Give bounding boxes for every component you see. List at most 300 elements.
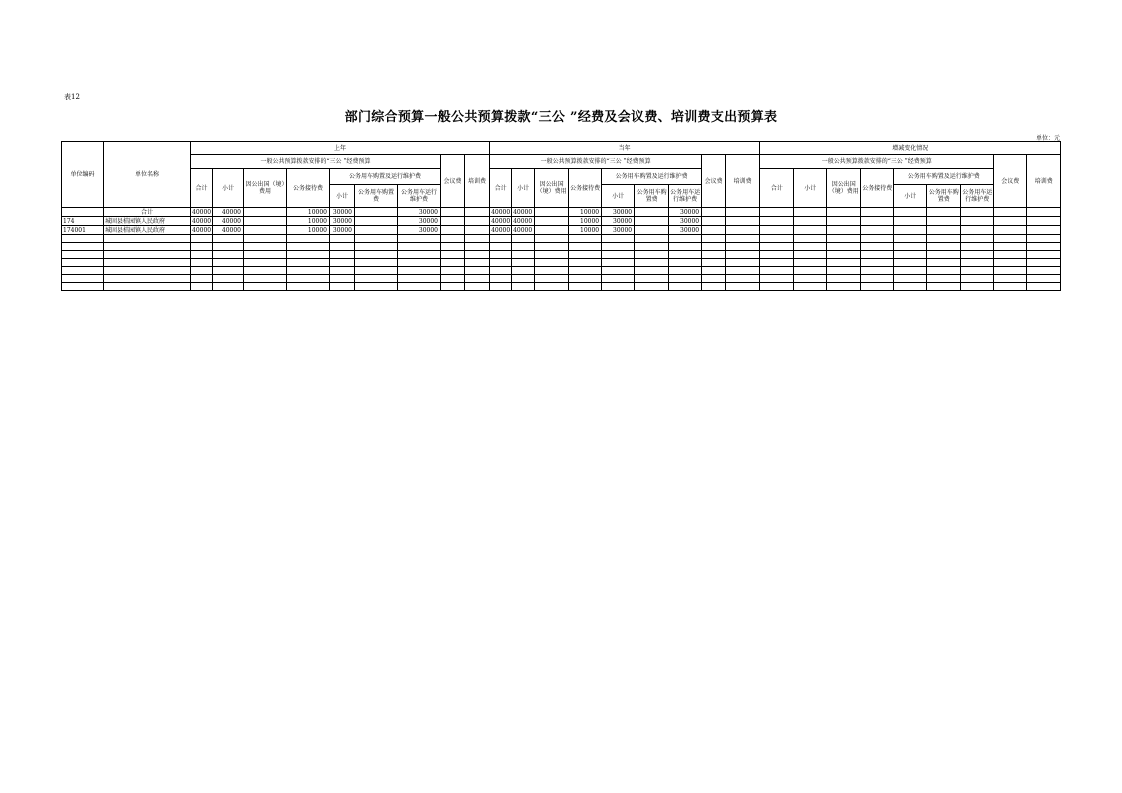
empty-cell (602, 275, 635, 283)
empty-cell (1027, 243, 1061, 251)
cell-diff-5 (927, 226, 961, 235)
empty-cell (726, 251, 760, 259)
header-meeting-curr: 会议费 (702, 155, 726, 208)
empty-cell (927, 283, 961, 291)
empty-cell (62, 267, 104, 275)
empty-cell (191, 251, 213, 259)
empty-cell (441, 267, 465, 275)
header-subtotal-prev: 小计 (213, 169, 244, 208)
empty-cell (535, 283, 569, 291)
cell-curr-0: 40000 (491, 217, 511, 225)
cell-curr-3: 10000 (569, 217, 602, 226)
cell-curr-2 (535, 226, 569, 235)
empty-row (62, 275, 1061, 283)
empty-cell (569, 259, 602, 267)
header-subtotal-diff: 小计 (794, 169, 827, 208)
empty-cell (441, 275, 465, 283)
empty-cell (512, 267, 535, 275)
cell-prev-6: 30000 (398, 208, 441, 217)
empty-cell (355, 259, 398, 267)
cell-prev-6: 30000 (398, 226, 441, 235)
header-vehicle-purchase-prev: 公务用车购置费 (355, 185, 398, 208)
empty-cell (894, 259, 927, 267)
header-vehicle-maintain-diff: 公务用车运行维护费 (961, 185, 994, 208)
empty-cell (512, 275, 535, 283)
empty-cell (104, 267, 191, 275)
empty-cell (244, 267, 287, 275)
empty-cell (213, 283, 244, 291)
cell-prev-7 (441, 226, 465, 235)
empty-cell (760, 267, 794, 275)
empty-cell (569, 283, 602, 291)
empty-cell (760, 243, 794, 251)
cell-diff-8 (1027, 217, 1061, 226)
header-total-curr: 合计 (490, 169, 512, 208)
empty-cell (702, 235, 726, 243)
empty-cell (104, 283, 191, 291)
empty-cell (1027, 275, 1061, 283)
cell-diff-0 (760, 208, 794, 217)
empty-cell (330, 251, 355, 259)
cell-prev-1: 40000 (213, 208, 244, 217)
cell-prev-8 (465, 217, 490, 226)
empty-cell (702, 275, 726, 283)
empty-cell (861, 267, 894, 275)
cell-prev-0: 40000 (192, 217, 212, 225)
empty-cell (355, 235, 398, 243)
cell-diff-6 (961, 208, 994, 217)
cell-prev-4: 30000 (330, 208, 355, 217)
empty-cell (726, 283, 760, 291)
empty-cell (398, 275, 441, 283)
empty-cell (244, 243, 287, 251)
empty-cell (287, 251, 330, 259)
empty-cell (894, 251, 927, 259)
empty-cell (894, 243, 927, 251)
empty-cell (669, 275, 702, 283)
empty-row (62, 235, 1061, 243)
cell-curr-5 (635, 226, 669, 235)
empty-cell (62, 243, 104, 251)
empty-cell (287, 283, 330, 291)
empty-cell (569, 235, 602, 243)
empty-cell (994, 283, 1027, 291)
cell-diff-0 (760, 217, 794, 226)
empty-cell (702, 243, 726, 251)
empty-cell (398, 283, 441, 291)
empty-cell (994, 235, 1027, 243)
empty-cell (961, 267, 994, 275)
cell-diff-6 (961, 226, 994, 235)
cell-prev-0: 40000 (192, 226, 212, 234)
header-meeting-prev: 会议费 (441, 155, 465, 208)
budget-table (61, 141, 1061, 291)
empty-cell (213, 235, 244, 243)
header-group-diff: 增减变化情况 (760, 142, 1061, 155)
empty-cell (287, 235, 330, 243)
empty-cell (191, 275, 213, 283)
header-training-prev: 培训费 (465, 155, 490, 208)
table-row (62, 217, 1061, 226)
cell-prev-3: 10000 (287, 217, 330, 226)
empty-cell (62, 235, 104, 243)
empty-cell (702, 267, 726, 275)
header-reception-diff: 公务接待费 (861, 169, 894, 208)
empty-cell (927, 243, 961, 251)
empty-cell (62, 251, 104, 259)
cell-diff-2 (827, 217, 861, 226)
empty-cell (62, 283, 104, 291)
empty-cell (927, 235, 961, 243)
cell-unit-code: 174001 (62, 226, 104, 235)
unit-label: 单位：元 (1035, 135, 1060, 142)
empty-cell (894, 275, 927, 283)
empty-cell (244, 259, 287, 267)
empty-cell (961, 259, 994, 267)
empty-cell (635, 267, 669, 275)
empty-cell (760, 275, 794, 283)
empty-cell (569, 267, 602, 275)
empty-cell (994, 275, 1027, 283)
cell-prev-2 (244, 208, 287, 217)
empty-cell (569, 243, 602, 251)
empty-cell (512, 259, 535, 267)
empty-cell (355, 275, 398, 283)
cell-diff-1 (794, 217, 827, 226)
empty-cell (726, 267, 760, 275)
empty-cell (330, 267, 355, 275)
header-abroad-diff: 因公出国（境）费用 (827, 169, 861, 208)
cell-prev-1: 40000 (213, 226, 244, 235)
empty-cell (927, 275, 961, 283)
header-sangong-prev: 一般公共预算拨款安排的“三公 ”经费预算 (191, 155, 441, 169)
empty-cell (62, 259, 104, 267)
header-training-diff: 培训费 (1027, 155, 1061, 208)
empty-cell (861, 235, 894, 243)
empty-cell (490, 283, 512, 291)
header-total-prev: 合计 (191, 169, 213, 208)
empty-row (62, 243, 1061, 251)
empty-cell (441, 235, 465, 243)
empty-cell (602, 267, 635, 275)
cell-curr-6: 30000 (669, 208, 702, 217)
cell-curr-2 (535, 217, 569, 226)
header-unit-name: 单位名称 (104, 142, 191, 208)
empty-cell (104, 243, 191, 251)
empty-cell (244, 235, 287, 243)
cell-curr-7 (702, 226, 726, 235)
empty-cell (635, 259, 669, 267)
empty-cell (104, 259, 191, 267)
empty-cell (602, 251, 635, 259)
empty-cell (994, 251, 1027, 259)
cell-curr-6: 30000 (669, 226, 702, 235)
empty-cell (794, 243, 827, 251)
cell-curr-3: 10000 (569, 226, 602, 235)
cell-unit-name: 合计 (104, 208, 191, 217)
empty-cell (794, 267, 827, 275)
empty-cell (213, 251, 244, 259)
cell-diff-4 (894, 217, 927, 226)
empty-cell (535, 251, 569, 259)
empty-cell (104, 275, 191, 283)
cell-prev-4: 30000 (330, 217, 355, 226)
empty-cell (465, 243, 490, 251)
empty-cell (961, 251, 994, 259)
empty-cell (62, 275, 104, 283)
empty-cell (535, 267, 569, 275)
empty-cell (827, 251, 861, 259)
empty-cell (669, 283, 702, 291)
header-vehicle-subtotal-prev: 小计 (330, 185, 355, 208)
empty-cell (1027, 251, 1061, 259)
cell-curr-1: 40000 (512, 217, 535, 226)
empty-cell (669, 243, 702, 251)
cell-unit-name: 城固县桔园镇人民政府 (104, 217, 191, 226)
cell-prev-1: 40000 (213, 217, 244, 226)
empty-cell (213, 267, 244, 275)
empty-cell (726, 235, 760, 243)
empty-cell (927, 251, 961, 259)
empty-row (62, 259, 1061, 267)
cell-diff-4 (894, 208, 927, 217)
cell-diff-3 (861, 208, 894, 217)
empty-cell (398, 235, 441, 243)
empty-cell (726, 259, 760, 267)
empty-cell (244, 251, 287, 259)
empty-cell (244, 275, 287, 283)
cell-prev-7 (441, 217, 465, 226)
header-vehicle-maintain-prev: 公务用车运行维护费 (398, 185, 441, 208)
empty-cell (465, 259, 490, 267)
sheet-label: 表12 (64, 93, 80, 101)
empty-cell (330, 235, 355, 243)
cell-prev-5 (355, 208, 398, 217)
cell-prev-8 (465, 226, 490, 235)
empty-cell (330, 275, 355, 283)
cell-curr-7 (702, 217, 726, 226)
header-reception-prev: 公务接待费 (287, 169, 330, 208)
empty-cell (927, 267, 961, 275)
cell-prev-0: 40000 (192, 208, 212, 216)
empty-cell (894, 267, 927, 275)
empty-row (62, 251, 1061, 259)
cell-prev-5 (355, 226, 398, 235)
empty-cell (1027, 283, 1061, 291)
empty-cell (794, 251, 827, 259)
empty-cell (760, 251, 794, 259)
cell-curr-6: 30000 (669, 217, 702, 226)
empty-cell (927, 259, 961, 267)
cell-diff-7 (994, 226, 1027, 235)
cell-diff-2 (827, 208, 861, 217)
header-vehicle-purchase-diff: 公务用车购置费 (927, 185, 961, 208)
empty-cell (191, 243, 213, 251)
empty-cell (191, 235, 213, 243)
empty-cell (191, 267, 213, 275)
cell-diff-5 (927, 217, 961, 226)
empty-cell (104, 251, 191, 259)
header-vehicle-prev: 公务用车购置及运行维护费 (330, 169, 441, 185)
empty-cell (635, 283, 669, 291)
cell-prev-3: 10000 (287, 208, 330, 217)
empty-cell (355, 283, 398, 291)
cell-diff-0 (760, 226, 794, 235)
empty-cell (398, 251, 441, 259)
empty-cell (669, 235, 702, 243)
empty-cell (512, 283, 535, 291)
empty-cell (465, 275, 490, 283)
cell-diff-1 (794, 226, 827, 235)
empty-cell (191, 259, 213, 267)
empty-cell (669, 259, 702, 267)
header-subtotal-curr: 小计 (512, 169, 535, 208)
empty-cell (602, 259, 635, 267)
cell-diff-3 (861, 226, 894, 235)
empty-cell (330, 243, 355, 251)
empty-cell (287, 275, 330, 283)
empty-cell (213, 243, 244, 251)
empty-cell (794, 283, 827, 291)
empty-cell (441, 251, 465, 259)
cell-diff-2 (827, 226, 861, 235)
header-abroad-curr: 因公出国（境）费用 (535, 169, 569, 208)
empty-row (62, 283, 1061, 291)
empty-cell (355, 243, 398, 251)
empty-cell (569, 251, 602, 259)
cell-curr-4: 30000 (602, 217, 635, 226)
empty-cell (441, 259, 465, 267)
header-vehicle-curr: 公务用车购置及运行维护费 (602, 169, 702, 185)
empty-cell (287, 267, 330, 275)
empty-cell (861, 275, 894, 283)
header-unit-code: 单位编码 (62, 142, 104, 208)
cell-diff-5 (927, 208, 961, 217)
cell-prev-3: 10000 (287, 226, 330, 235)
cell-unit-code: 174 (62, 217, 104, 226)
cell-prev-2 (244, 226, 287, 235)
cell-curr-3: 10000 (569, 208, 602, 217)
empty-cell (355, 267, 398, 275)
empty-cell (465, 235, 490, 243)
empty-cell (994, 267, 1027, 275)
empty-cell (535, 235, 569, 243)
empty-cell (441, 243, 465, 251)
empty-cell (490, 267, 512, 275)
empty-cell (398, 267, 441, 275)
header-vehicle-subtotal-curr: 小计 (602, 185, 635, 208)
empty-cell (861, 283, 894, 291)
empty-cell (465, 251, 490, 259)
empty-cell (961, 283, 994, 291)
empty-cell (213, 259, 244, 267)
header-meeting-diff: 会议费 (994, 155, 1027, 208)
empty-cell (512, 235, 535, 243)
empty-cell (760, 283, 794, 291)
empty-cell (104, 235, 191, 243)
cell-diff-6 (961, 217, 994, 226)
empty-cell (861, 251, 894, 259)
empty-cell (827, 259, 861, 267)
empty-cell (635, 243, 669, 251)
empty-cell (669, 267, 702, 275)
empty-cell (398, 243, 441, 251)
cell-curr-0: 40000 (491, 226, 511, 234)
empty-cell (961, 235, 994, 243)
cell-diff-7 (994, 217, 1027, 226)
empty-cell (994, 259, 1027, 267)
cell-prev-7 (441, 208, 465, 217)
empty-cell (465, 267, 490, 275)
empty-cell (330, 283, 355, 291)
empty-cell (490, 243, 512, 251)
empty-cell (465, 283, 490, 291)
empty-cell (287, 259, 330, 267)
cell-curr-4: 30000 (602, 208, 635, 217)
empty-cell (827, 243, 861, 251)
cell-curr-4: 30000 (602, 226, 635, 235)
empty-cell (1027, 259, 1061, 267)
empty-cell (244, 283, 287, 291)
cell-curr-1: 40000 (512, 208, 535, 217)
empty-cell (794, 235, 827, 243)
header-sangong-curr: 一般公共预算拨款安排的“三公 ”经费预算 (490, 155, 702, 169)
empty-cell (827, 275, 861, 283)
empty-cell (1027, 267, 1061, 275)
empty-cell (355, 251, 398, 259)
cell-unit-name: 城固县桔园镇人民政府 (104, 226, 191, 235)
cell-curr-8 (726, 217, 760, 226)
cell-prev-4: 30000 (330, 226, 355, 235)
empty-cell (512, 243, 535, 251)
empty-cell (1027, 235, 1061, 243)
header-reception-curr: 公务接待费 (569, 169, 602, 208)
empty-cell (213, 275, 244, 283)
cell-curr-8 (726, 226, 760, 235)
empty-cell (490, 251, 512, 259)
cell-prev-2 (244, 217, 287, 226)
empty-cell (569, 275, 602, 283)
empty-cell (726, 275, 760, 283)
empty-cell (602, 283, 635, 291)
empty-cell (330, 259, 355, 267)
table-row (62, 208, 1061, 217)
header-group-curr: 当年 (490, 142, 760, 155)
empty-cell (760, 259, 794, 267)
empty-cell (490, 259, 512, 267)
header-sangong-diff: 一般公共预算拨款安排的“三公 ”经费预算 (760, 155, 994, 169)
empty-cell (535, 259, 569, 267)
empty-cell (702, 283, 726, 291)
empty-cell (861, 243, 894, 251)
header-vehicle-diff: 公务用车购置及运行维护费 (894, 169, 994, 185)
empty-row (62, 267, 1061, 275)
empty-cell (191, 283, 213, 291)
empty-cell (635, 251, 669, 259)
header-abroad-prev: 因公出国（境）费用 (244, 169, 287, 208)
header-training-curr: 培训费 (726, 155, 760, 208)
empty-cell (441, 283, 465, 291)
empty-cell (760, 235, 794, 243)
cell-diff-3 (861, 217, 894, 226)
empty-cell (398, 259, 441, 267)
cell-diff-4 (894, 226, 927, 235)
empty-cell (287, 243, 330, 251)
empty-cell (794, 275, 827, 283)
empty-cell (894, 235, 927, 243)
empty-cell (635, 275, 669, 283)
empty-cell (702, 259, 726, 267)
